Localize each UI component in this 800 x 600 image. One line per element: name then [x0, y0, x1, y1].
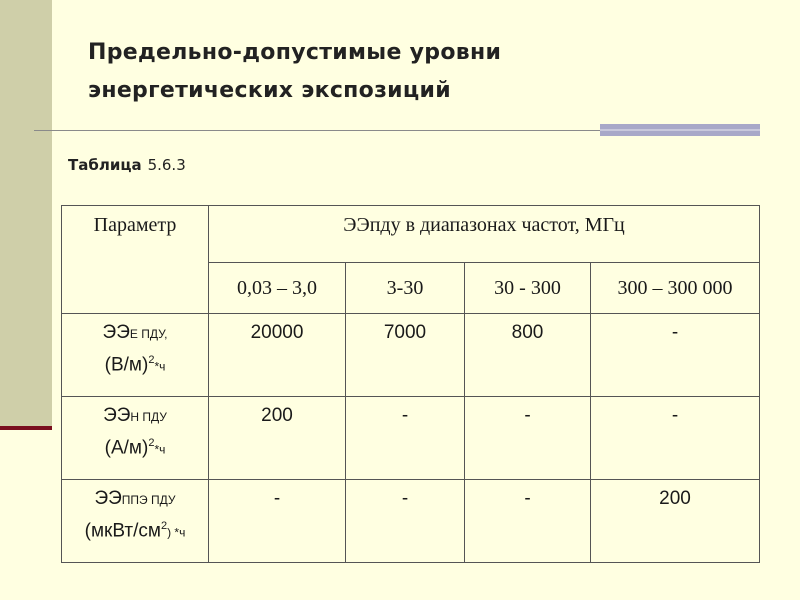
row-parameter	[62, 480, 209, 563]
table-cell: 200	[209, 397, 346, 480]
param-unit: (мкВт/см	[84, 520, 161, 542]
table-cell: -	[591, 397, 760, 480]
title-line-1: Предельно-допустимые уровни	[88, 40, 502, 65]
table-row	[62, 314, 760, 397]
param-symbol: ЭЭ	[102, 322, 130, 343]
range-header: 3-30	[346, 263, 465, 314]
row-parameter	[62, 314, 209, 397]
title-line-2: энергетических экспозиций	[88, 78, 451, 103]
table-cell: -	[465, 397, 591, 480]
param-unit: (В/м)	[104, 354, 149, 376]
caption-label: Таблица	[68, 156, 142, 174]
table-row	[62, 397, 760, 480]
table-row	[62, 480, 760, 563]
table-cell: 7000	[346, 314, 465, 397]
table-cell: -	[465, 480, 591, 563]
param-unit-exponent: 2	[148, 354, 155, 366]
range-header: 0,03 – 3,0	[209, 263, 346, 314]
title-divider-accent	[600, 124, 760, 136]
param-subscript: Е ПДУ,	[129, 327, 168, 341]
frequency-group-header: ЭЭпду в диапазонах частот, МГц	[209, 206, 760, 263]
param-symbol: ЭЭ	[94, 488, 122, 509]
param-unit: (А/м)	[104, 437, 149, 459]
table-cell: 800	[465, 314, 591, 397]
param-subscript: ППЭ ПДУ	[121, 493, 176, 507]
table-header-row	[62, 206, 760, 263]
slide-title	[88, 34, 501, 110]
row-parameter	[62, 397, 209, 480]
param-unit-suffix: *ч	[154, 359, 166, 374]
table-cell: -	[591, 314, 760, 397]
table-cell: -	[346, 397, 465, 480]
table-cell: 20000	[209, 314, 346, 397]
param-symbol: ЭЭ	[103, 405, 131, 426]
table-caption	[68, 156, 186, 174]
param-unit-suffix: ) *ч	[167, 525, 186, 540]
table-cell: -	[209, 480, 346, 563]
param-unit-suffix: *ч	[154, 442, 166, 457]
side-accent-line	[0, 426, 52, 430]
param-unit-exponent: 2	[148, 437, 155, 449]
range-header: 30 - 300	[465, 263, 591, 314]
exposure-limits-table	[61, 205, 760, 563]
title-divider	[34, 130, 602, 131]
side-band	[0, 0, 52, 426]
table-cell: 200	[591, 480, 760, 563]
param-unit-exponent: 2	[160, 520, 168, 532]
param-header: Параметр	[62, 206, 209, 314]
range-header: 300 – 300 000	[591, 263, 760, 314]
caption-number: 5.6.3	[147, 156, 186, 174]
table-cell: -	[346, 480, 465, 563]
param-subscript: Н ПДУ	[130, 410, 167, 424]
